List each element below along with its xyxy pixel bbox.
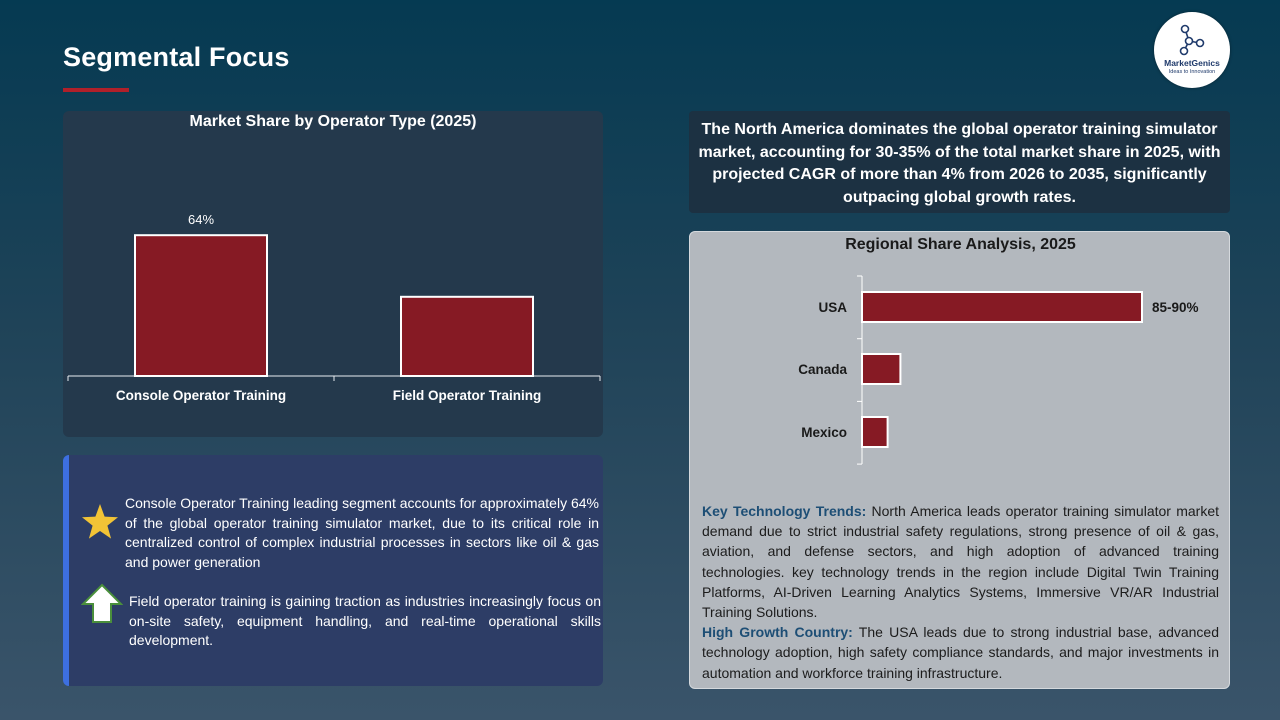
bullet-text-console: Console Operator Training leading segment accounts for approximately 64% of the global operator training simulator market, due to its critical role in centralized control of complex industrial processes in sectors like oil & gas and power generation <box>125 495 599 570</box>
trends-text <box>702 501 1219 683</box>
page-title: Segmental Focus <box>63 42 290 72</box>
chart-title: Market Share by Operator Type (2025) <box>189 113 477 130</box>
y-tick-label: Canada <box>798 362 847 377</box>
data-label: 85-90% <box>1152 300 1199 315</box>
bar <box>135 235 267 376</box>
bar <box>862 417 888 447</box>
north-america-highlight: The North America dominates the global operator training simulator market, accounting for 30-35% of the total market share in 2025, with projected CAGR of more than 4% from 2026 to 2035, significantly outpacing global growth rates. <box>689 111 1230 213</box>
bar <box>401 297 533 376</box>
logo-tagline: Ideas to Innovation <box>1168 69 1216 75</box>
molecule-icon <box>1178 24 1206 56</box>
key-trends-label: Key Technology Trends: <box>702 503 867 519</box>
x-tick-label: Console Operator Training <box>115 388 287 403</box>
star-icon <box>81 503 119 541</box>
regional-share-panel <box>689 231 1230 689</box>
bullet-text-field: Field operator training is gaining traction as industries increasingly focus on on-site safety, equipment handling, and real-time operational skills development. <box>129 593 601 648</box>
title-underline <box>63 88 129 92</box>
growth-country-label: High Growth Country: <box>702 624 853 641</box>
operator-type-chart-panel <box>63 111 603 437</box>
bar <box>862 354 900 384</box>
logo-name: MarketGenics <box>1164 58 1220 68</box>
bar <box>862 292 1142 322</box>
y-tick-label: USA <box>818 300 847 315</box>
operator-type-bar-chart <box>63 111 603 437</box>
y-tick-label: Mexico <box>801 425 847 440</box>
data-label: 64% <box>187 212 215 228</box>
regional-chart-title: Regional Share Analysis, 2025 <box>845 236 1076 253</box>
regional-share-bar-chart <box>690 232 1231 492</box>
key-trends-text: North America leads operator training simulator market demand due to strict industrial safety regulations, strong presence of oil & gas, aviation, and defense sectors, and high adoption of advanced training technologies. key technology trends in the region include Digital Twin Training Platforms, AI-Driven Learning Analytics Systems, Immersive VR/AR Industrial Training Solutions. <box>702 503 1219 621</box>
brand-logo <box>1154 12 1230 88</box>
segment-insights-panel <box>63 455 603 686</box>
x-tick-label: Field Operator Training <box>392 388 542 403</box>
growth-country-text: The USA leads due to strong industrial base, advanced technology adoption, high safety compliance standards, and major investments in automation and workforce training infrastructure. <box>702 624 1220 681</box>
up-arrow-icon <box>81 583 123 625</box>
